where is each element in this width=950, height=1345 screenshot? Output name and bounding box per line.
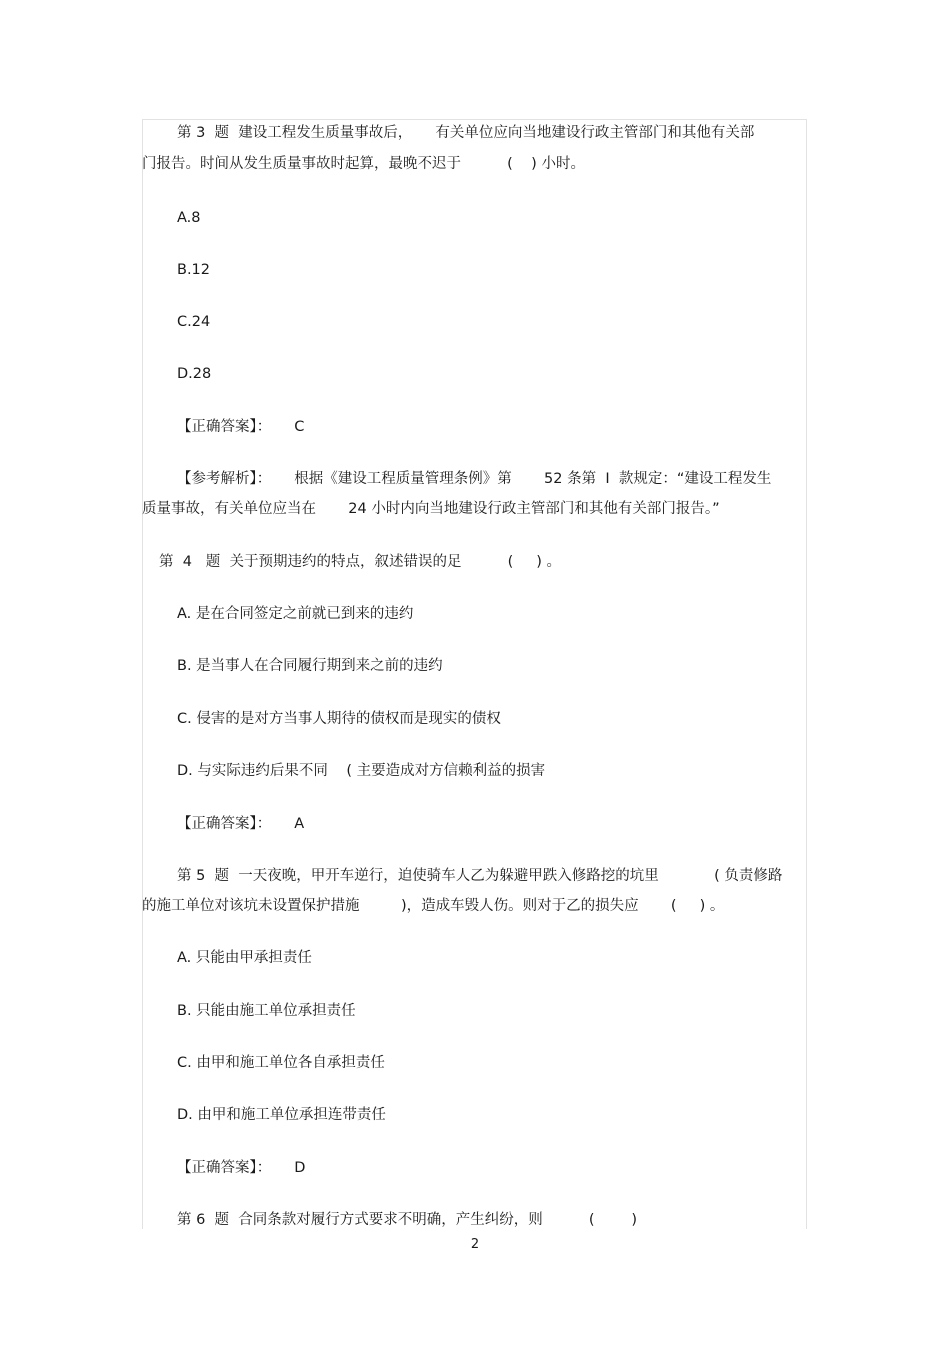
question-4-option-a: A. 是在合同签定之前就已到来的违约	[177, 606, 414, 622]
question-3-answer: 【正确答案】： C	[177, 419, 305, 435]
page-number: 2	[470, 1237, 480, 1252]
question-5-option-a: A. 只能由甲承担责任	[177, 950, 312, 966]
question-5-stem-line2: 的施工单位对该坑未设置保护措施 )，造成车毁人伤。则对于乙的损失应 ( ) 。	[142, 898, 725, 914]
question-5-option-c: C. 由甲和施工单位各自承担责任	[177, 1055, 385, 1071]
question-3-stem-line2: 门报告。时间从发生质量事故时起算，最晚不迟于 ( ) 小时。	[142, 156, 585, 172]
question-5-option-d: D. 由甲和施工单位承担连带责任	[177, 1107, 386, 1123]
question-4-option-d: D. 与实际违约后果不同 ( 主要造成对方信赖利益的损害	[177, 763, 546, 779]
question-4-option-c: C. 侵害的是对方当事人期待的债权而是现实的债权	[177, 711, 501, 727]
question-3-analysis-line1: 【参考解析】： 根据《建设工程质量管理条例》第 52 条第 Ⅰ 款规定：“建设工程发生	[177, 471, 772, 487]
question-3-option-a: A.8	[177, 210, 201, 226]
question-4-option-b: B. 是当事人在合同履行期到来之前的违约	[177, 658, 443, 674]
question-5-option-b: B. 只能由施工单位承担责任	[177, 1003, 356, 1019]
question-3-option-c: C.24	[177, 314, 211, 330]
question-3-option-d: D.28	[177, 366, 212, 382]
question-3-analysis-line2: 质量事故，有关单位应当在 24 小时内向当地建设行政主管部门和其他有关部门报告。”	[142, 501, 720, 517]
question-4-stem: 第 4 题 关于预期违约的特点，叙述错误的足 ( ) 。	[159, 554, 562, 570]
question-3-stem-line1: 第 3 题 建设工程发生质量事故后， 有关单位应向当地建设行政主管部门和其他有关部	[177, 125, 755, 141]
question-6-stem: 第 6 题 合同条款对履行方式要求不明确，产生纠纷，则 ( )	[177, 1212, 638, 1228]
question-5-answer: 【正确答案】： D	[177, 1160, 306, 1176]
question-4-answer: 【正确答案】： A	[177, 816, 305, 832]
question-3-option-b: B.12	[177, 262, 211, 278]
question-5-stem-line1: 第 5 题 一天夜晚，甲开车逆行，迫使骑车人乙为躲避甲跌入修路挖的坑里 ( 负责修路	[177, 868, 783, 884]
